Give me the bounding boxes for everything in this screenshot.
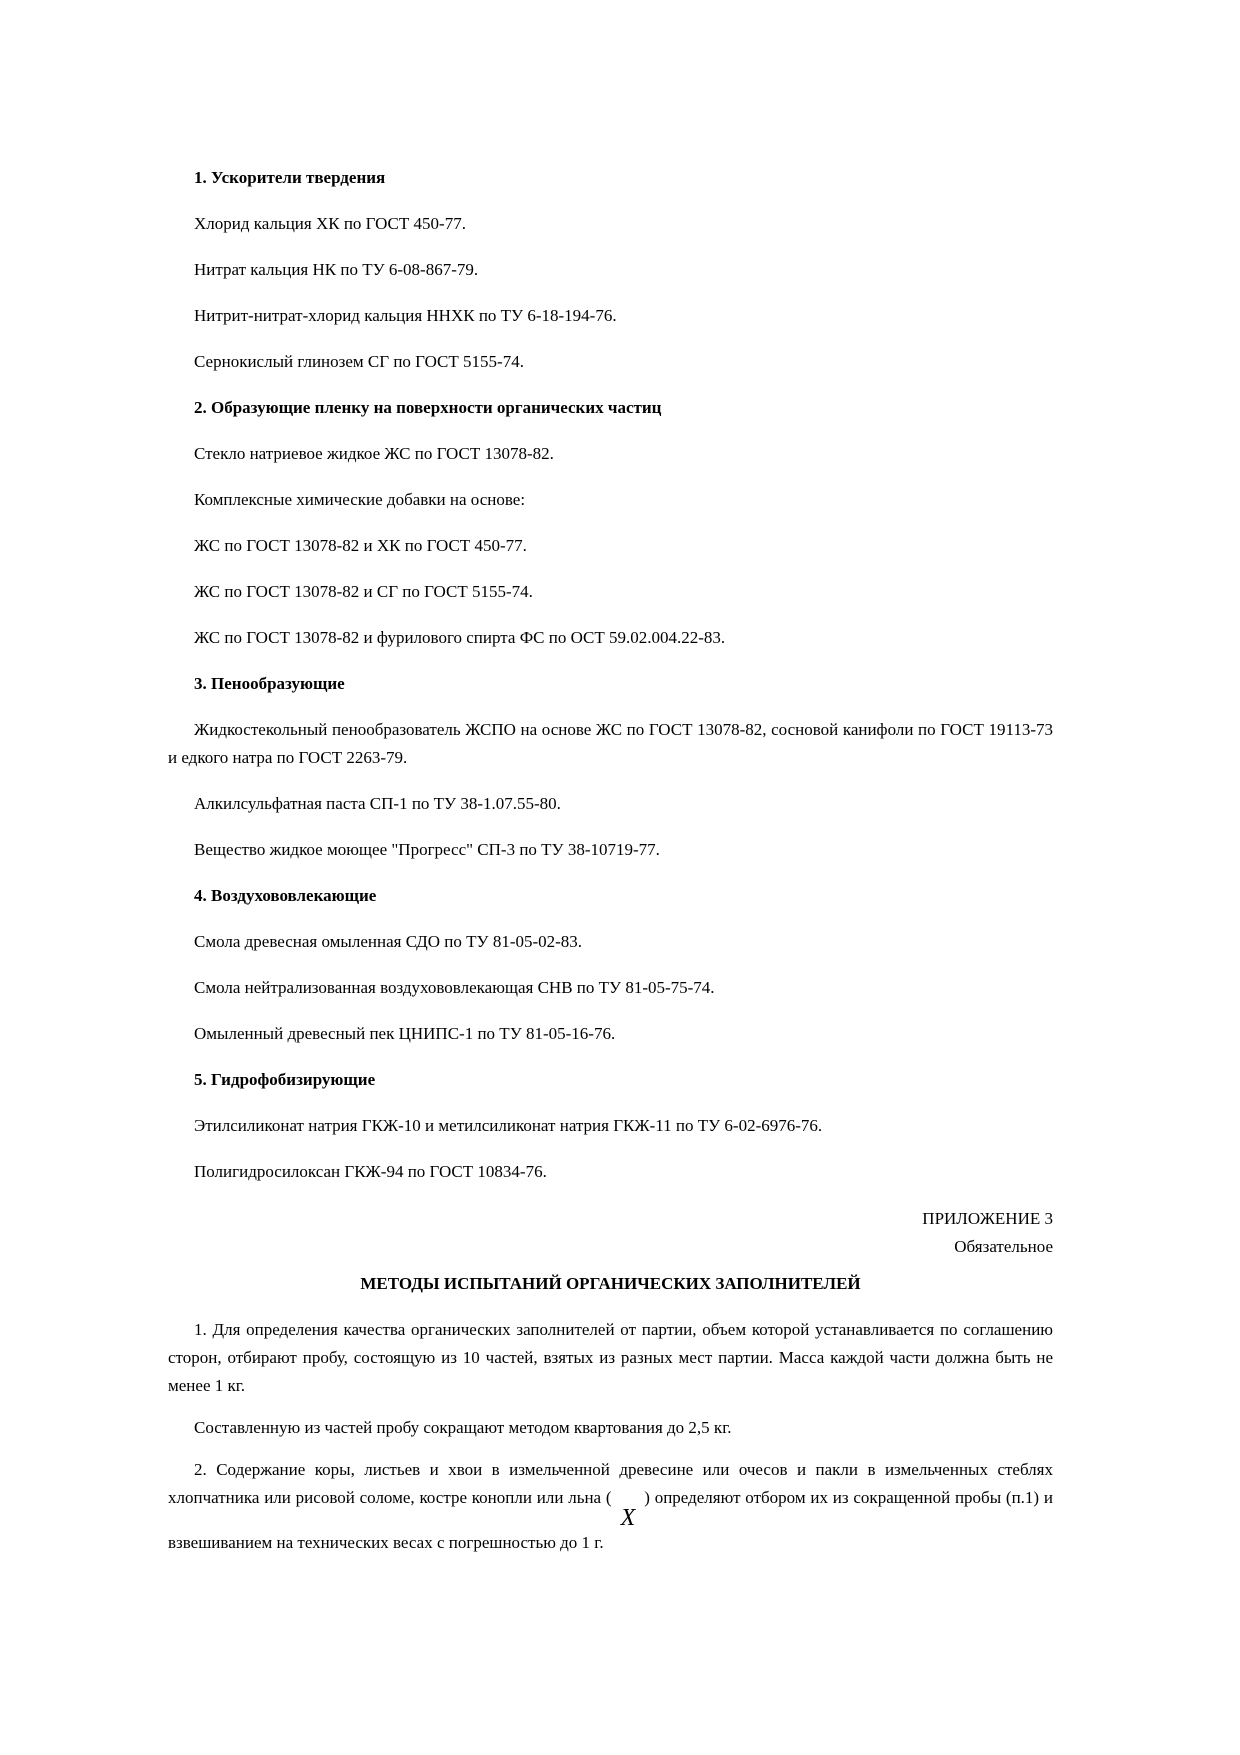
list-item: Жидкостекольный пенообразователь ЖСПО на основе ЖС по ГОСТ 13078-82, сосновой канифоли по ГОСТ 19113-73 и едкого натра по ГОСТ 2263-79. (168, 720, 1053, 767)
list-item: Омыленный древесный пек ЦНИПС-1 по ТУ 81-05-16-76. (194, 1024, 616, 1043)
list-item: Нитрат кальция НК по ТУ 6-08-867-79. (194, 260, 479, 279)
section-heading: 5. Гидрофобизирующие (194, 1070, 376, 1089)
section-film-forming (168, 394, 1053, 652)
section-accelerators (168, 164, 1053, 376)
paragraph-text-after-formula: ) определяют отбором их из сокращенной пробы (п.1) и взвешиванием на технических весах с погрешностью до 1 г. (168, 1488, 1053, 1552)
list-item: Хлорид кальция ХК по ГОСТ 450-77. (194, 214, 466, 233)
section-hydrophobizing (168, 1066, 1053, 1186)
section-air-entraining (168, 882, 1053, 1048)
list-item: ЖС по ГОСТ 13078-82 и ХК по ГОСТ 450-77. (194, 536, 527, 555)
appendix-label: ПРИЛОЖЕНИЕ 3 (922, 1209, 1053, 1228)
list-item: Нитрит-нитрат-хлорид кальция ННХК по ТУ 6-18-194-76. (194, 306, 617, 325)
list-item: Этилсиликонат натрия ГКЖ-10 и метилсиликонат натрия ГКЖ-11 по ТУ 6-02-6976-76. (194, 1116, 823, 1135)
appendix-title: МЕТОДЫ ИСПЫТАНИЙ ОРГАНИЧЕСКИХ ЗАПОЛНИТЕЛЕЙ (360, 1274, 861, 1293)
list-item: Вещество жидкое моющее "Прогресс" СП-3 по ТУ 38-10719-77. (194, 840, 660, 859)
list-item: Комплексные химические добавки на основе: (194, 490, 526, 509)
appendix-header (168, 1205, 1053, 1261)
body-paragraph: Составленную из частей пробу сокращают методом квартования до 2,5 кг. (194, 1418, 732, 1437)
paragraph-text-before-formula: 2. Содержание коры, листьев и хвои в измельченной древесине или очесов и пакли в измельченных стеблях хлопчатника или рисовой соломе, костре конопли или льна ( (168, 1460, 1053, 1507)
section-heading: 4. Воздухововлекающие (194, 886, 377, 905)
list-item: Смола нейтрализованная воздухововлекающая СНВ по ТУ 81-05-75-74. (194, 978, 715, 997)
list-item: Смола древесная омыленная СДО по ТУ 81-05-02-83. (194, 932, 583, 951)
list-item: ЖС по ГОСТ 13078-82 и СГ по ГОСТ 5155-74. (194, 582, 533, 601)
appendix-status: Обязательное (954, 1237, 1053, 1256)
body-paragraph-with-formula (168, 1456, 1053, 1557)
formula-variable-x: X (620, 1505, 636, 1531)
list-item: Сернокислый глинозем СГ по ГОСТ 5155-74. (194, 352, 524, 371)
section-heading: 2. Образующие пленку на поверхности органических частиц (194, 398, 662, 417)
list-item: Алкилсульфатная паста СП-1 по ТУ 38-1.07.55-80. (194, 794, 561, 813)
section-heading: 3. Пенообразующие (194, 674, 345, 693)
section-heading: 1. Ускорители твердения (194, 168, 386, 187)
list-item: Стекло натриевое жидкое ЖС по ГОСТ 13078-82. (194, 444, 554, 463)
list-item: Полигидросилоксан ГКЖ-94 по ГОСТ 10834-76. (194, 1162, 547, 1181)
section-foam-forming (168, 670, 1053, 864)
body-paragraph: 1. Для определения качества органических заполнителей от партии, объем которой устанавливается по соглашению сторон, отбирают пробу, состоящую из 10 частей, взятых из разных мест партии. Масса каждой части должна быть не менее 1 кг. (168, 1320, 1053, 1395)
list-item: ЖС по ГОСТ 13078-82 и фурилового спирта ФС по ОСТ 59.02.004.22-83. (194, 628, 726, 647)
